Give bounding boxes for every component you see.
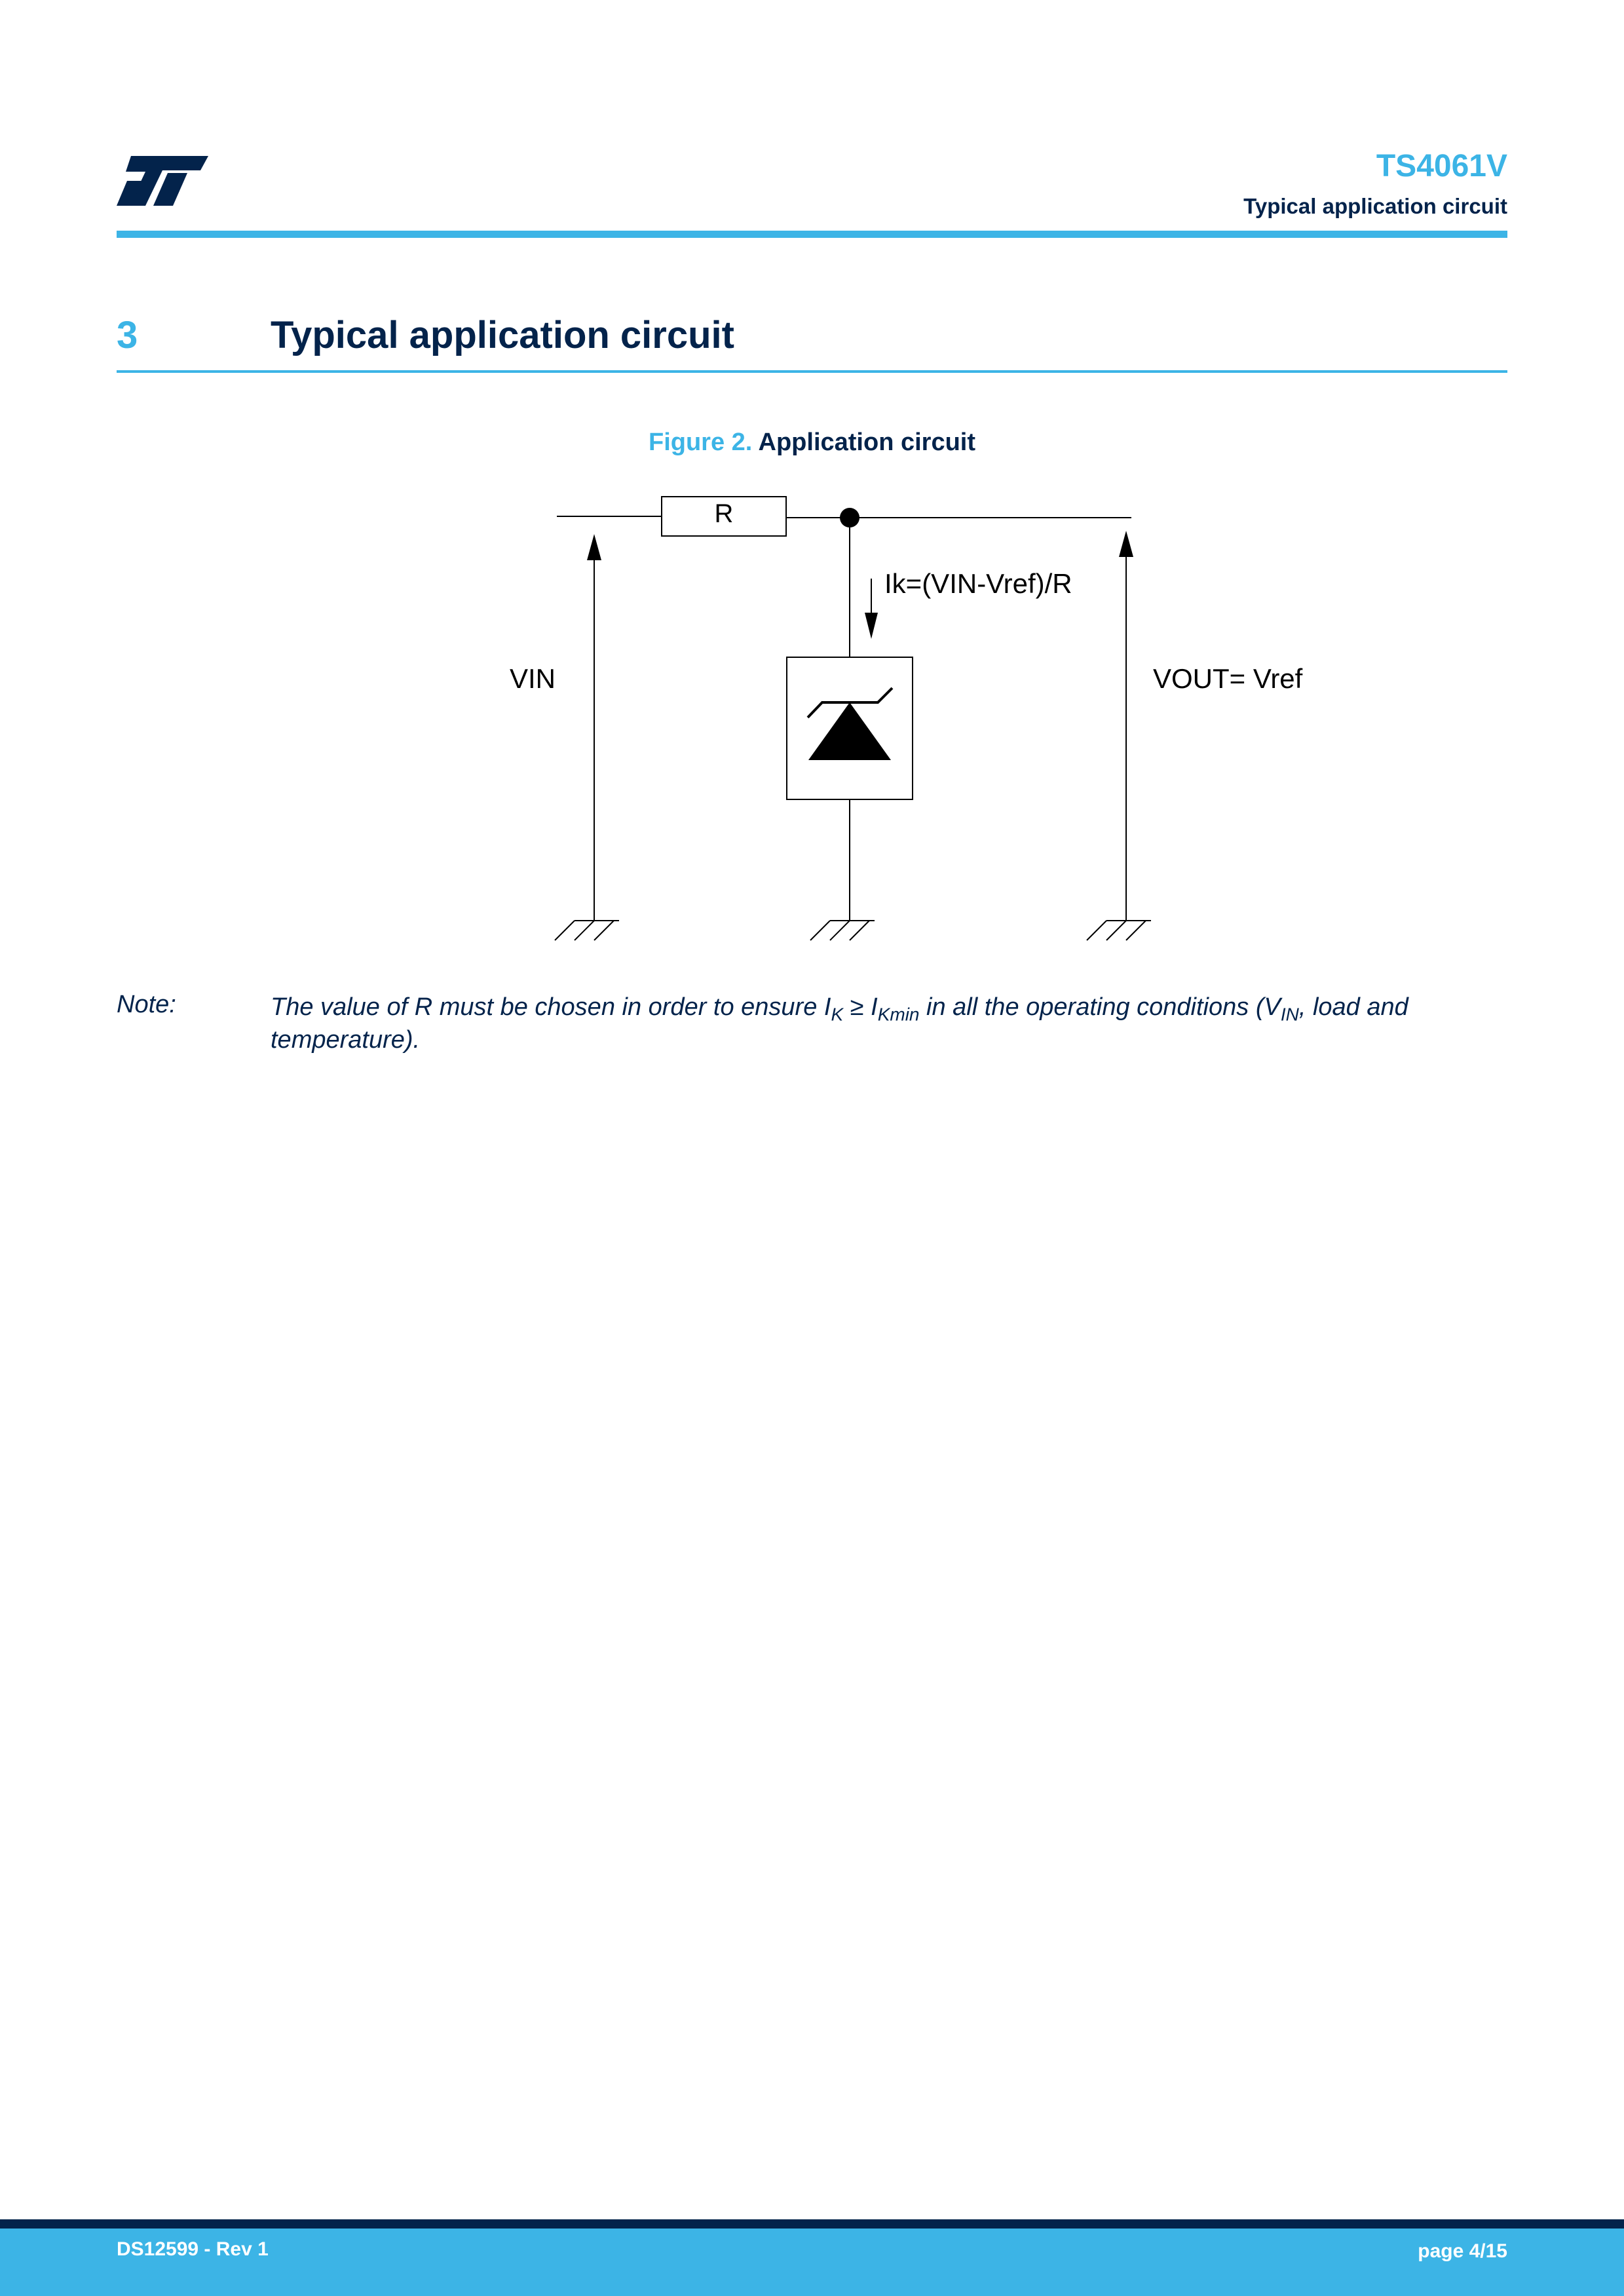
current-formula-label: Ik=(VIN-Vref)/R: [884, 568, 1072, 599]
ground-symbol-center: [810, 921, 875, 940]
application-circuit-diagram: [459, 459, 1310, 957]
section-title: Typical application circuit: [271, 314, 734, 356]
header-divider: [117, 231, 1507, 238]
vin-arrowhead: [587, 534, 601, 560]
section-divider: [117, 370, 1507, 373]
note-text-part: ≥ I: [843, 993, 878, 1021]
note-subscript: K: [831, 1004, 844, 1025]
vin-label: VIN: [510, 663, 556, 694]
note-label: Note:: [117, 991, 176, 1018]
junction-node: [840, 508, 859, 527]
note-text: [271, 991, 1502, 1056]
figure-number: Figure 2.: [648, 429, 753, 456]
note-text-part: , load and temperature).: [271, 993, 1408, 1054]
footer-top-rule: [0, 2219, 1624, 2229]
footer-doc-id: DS12599 - Rev 1: [117, 2238, 269, 2260]
st-logo: [117, 156, 208, 206]
ground-symbol-vout: [1087, 921, 1151, 940]
header-section-name: Typical application circuit: [1243, 194, 1507, 218]
footer-page-number: page 4/15: [1418, 2240, 1507, 2262]
note-text-part: The value of R must be chosen in order to ensure I: [271, 993, 831, 1021]
vout-label: VOUT= Vref: [1153, 663, 1303, 694]
resistor-label: R: [714, 499, 734, 528]
vout-arrowhead: [1119, 531, 1133, 557]
note-subscript: IN: [1280, 1004, 1299, 1025]
figure-title: Application circuit: [758, 429, 975, 456]
document-title: TS4061V: [1376, 149, 1507, 183]
note-subscript: Kmin: [877, 1004, 920, 1025]
section-number: 3: [117, 314, 138, 356]
ground-symbol-vin: [555, 921, 619, 940]
note-text-part: in all the operating conditions (V: [919, 993, 1281, 1021]
figure-caption: [0, 429, 1624, 457]
current-arrowhead: [865, 613, 878, 639]
